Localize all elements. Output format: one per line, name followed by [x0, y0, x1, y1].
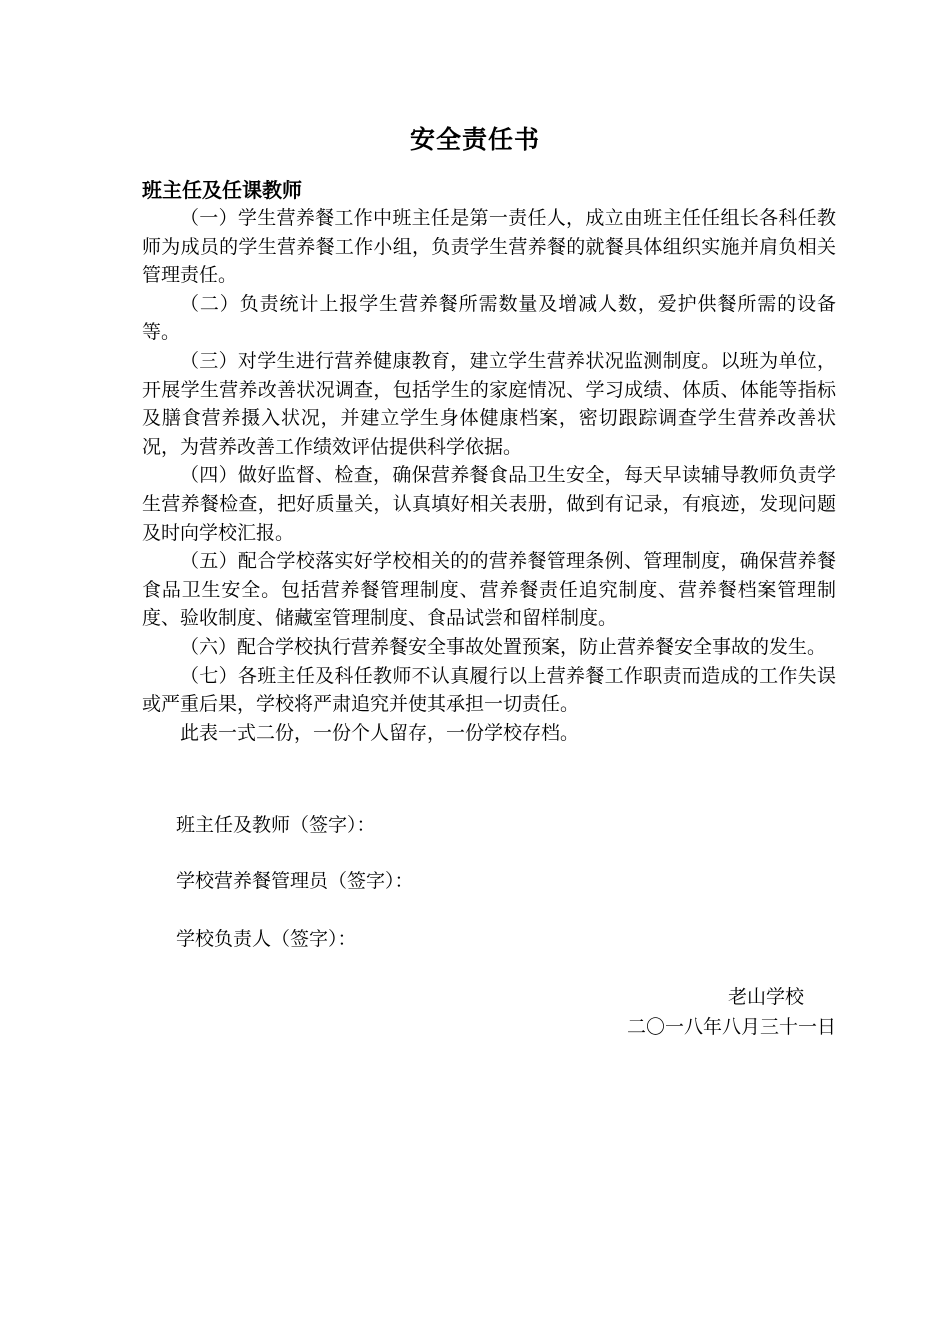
archive-note: 此表一式二份，一份个人留存，一份学校存档。 [180, 721, 580, 744]
paragraph-4: （四）做好监督、检查，确保营养餐食品卫生安全，每天早读辅导教师负责学生营养餐检查，把好质量关，认真填好相关表册，做到有记录，有痕迹，发现问题及时向学校汇报。 [142, 464, 836, 544]
paragraph-5: （五）配合学校落实好学校相关的的营养餐管理条例、管理制度，确保营养餐食品卫生安全。包括营养餐管理制度、营养餐责任追究制度、营养餐档案管理制度、验收制度、储藏室管理制度、食品试尝和留样制度。 [142, 550, 836, 630]
paragraph-6: （六）配合学校执行营养餐安全事故处置预案，防止营养餐安全事故的发生。 [180, 635, 827, 658]
document-title: 安全责任书 [409, 125, 540, 154]
section-heading: 班主任及任课教师 [142, 178, 302, 202]
teacher-signature-line: 班主任及教师（签字）： [176, 814, 376, 836]
paragraph-7: （七）各班主任及科任教师不认真履行以上营养餐工作职责而造成的工作失误或严重后果，学校将严肃追究并使其承担一切责任。 [142, 664, 836, 716]
school-name: 老山学校 [728, 986, 805, 1008]
principal-signature-line: 学校负责人（签字）： [176, 928, 357, 950]
paragraph-1: （一）学生营养餐工作中班主任是第一责任人，成立由班主任任组长各科任教师为成员的学生营养餐工作小组，负责学生营养餐的就餐具体组织实施并肩负相关管理责任。 [142, 207, 836, 287]
paragraph-2: （二）负责统计上报学生营养餐所需数量及增减人数，爱护供餐所需的设备等。 [142, 292, 836, 344]
admin-signature-line: 学校营养餐管理员（签字）： [176, 870, 414, 892]
document-body [142, 204, 836, 747]
document-date: 二〇一八年八月三十一日 [626, 1016, 836, 1038]
paragraph-3: （三）对学生进行营养健康教育，建立学生营养状况监测制度。以班为单位，开展学生营养改善状况调查，包括学生的家庭情况、学习成绩、体质、体能等指标及膳食营养摄入状况，并建立学生身体健康档案，密切跟踪调查学生营养改善状况，为营养改善工作绩效评估提供科学依据。 [142, 349, 836, 458]
